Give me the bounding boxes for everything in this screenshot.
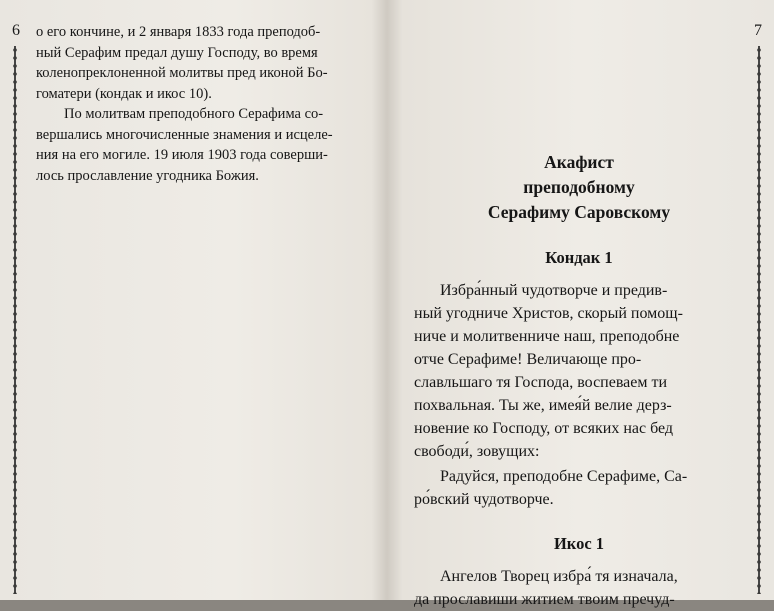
left-line: По молитвам преподобного Серафима со- [64,106,324,122]
right-page [388,0,774,608]
kondak-heading: Кондак 1 [545,248,613,267]
right-ornament-border-icon [754,46,764,594]
akathist-title-line: преподобному [523,177,635,197]
left-page [0,0,386,600]
akathist-title-line: Серафиму Саровскому [487,202,671,222]
kondak-line: свободи́, зовущих: [414,443,540,460]
left-page-number: 6 [12,22,20,39]
kondak-line: похвальная. Ты же, имея́й велие дерз- [414,397,672,414]
kondak-refrain-line: ро́вский чудотворче. [414,491,554,508]
kondak-line: ниче и молитвенниче наш, преподобне [414,328,680,345]
left-line: гоматери (кондак и икос 10). [36,85,212,102]
left-line: вершались многочисленные знамения и исцеле- [36,126,333,143]
right-page-text [414,150,744,611]
ikos-heading: Икос 1 [553,534,605,553]
left-line: ния на его могиле. 19 июля 1903 года соверши- [36,147,328,163]
akathist-title-line: Акафист [544,152,614,172]
kondak-line: Избра́нный чудотворче и предив- [440,282,668,299]
left-line: ный Серафим предал душу Господу, во время [36,44,318,61]
ikos-line: да прославиши житием твоим пречуд- [414,591,675,608]
ikos-line: Ангелов Творец избра́ тя изначала, [440,568,678,585]
left-line: коленопреклоненной молитвы пред иконой Бо- [36,65,328,81]
kondak-line: новение ко Господу, от всяких нас бед [414,420,674,437]
left-page-text [36,22,366,186]
left-line: о его кончине, и 2 января 1833 года преподоб- [36,24,321,40]
kondak-line: славльшаго тя Господа, воспеваем ти [414,374,668,391]
kondak-line: отче Серафиме! Величающе про- [414,351,642,368]
kondak-refrain-line: Радуйся, преподобне Серафиме, Са- [440,468,688,485]
kondak-line: ный угодниче Христов, скорый помощ- [414,305,683,322]
left-ornament-border-icon [10,46,20,594]
left-line: лось прославление угодника Божия. [36,167,259,184]
right-page-number: 7 [754,22,762,39]
